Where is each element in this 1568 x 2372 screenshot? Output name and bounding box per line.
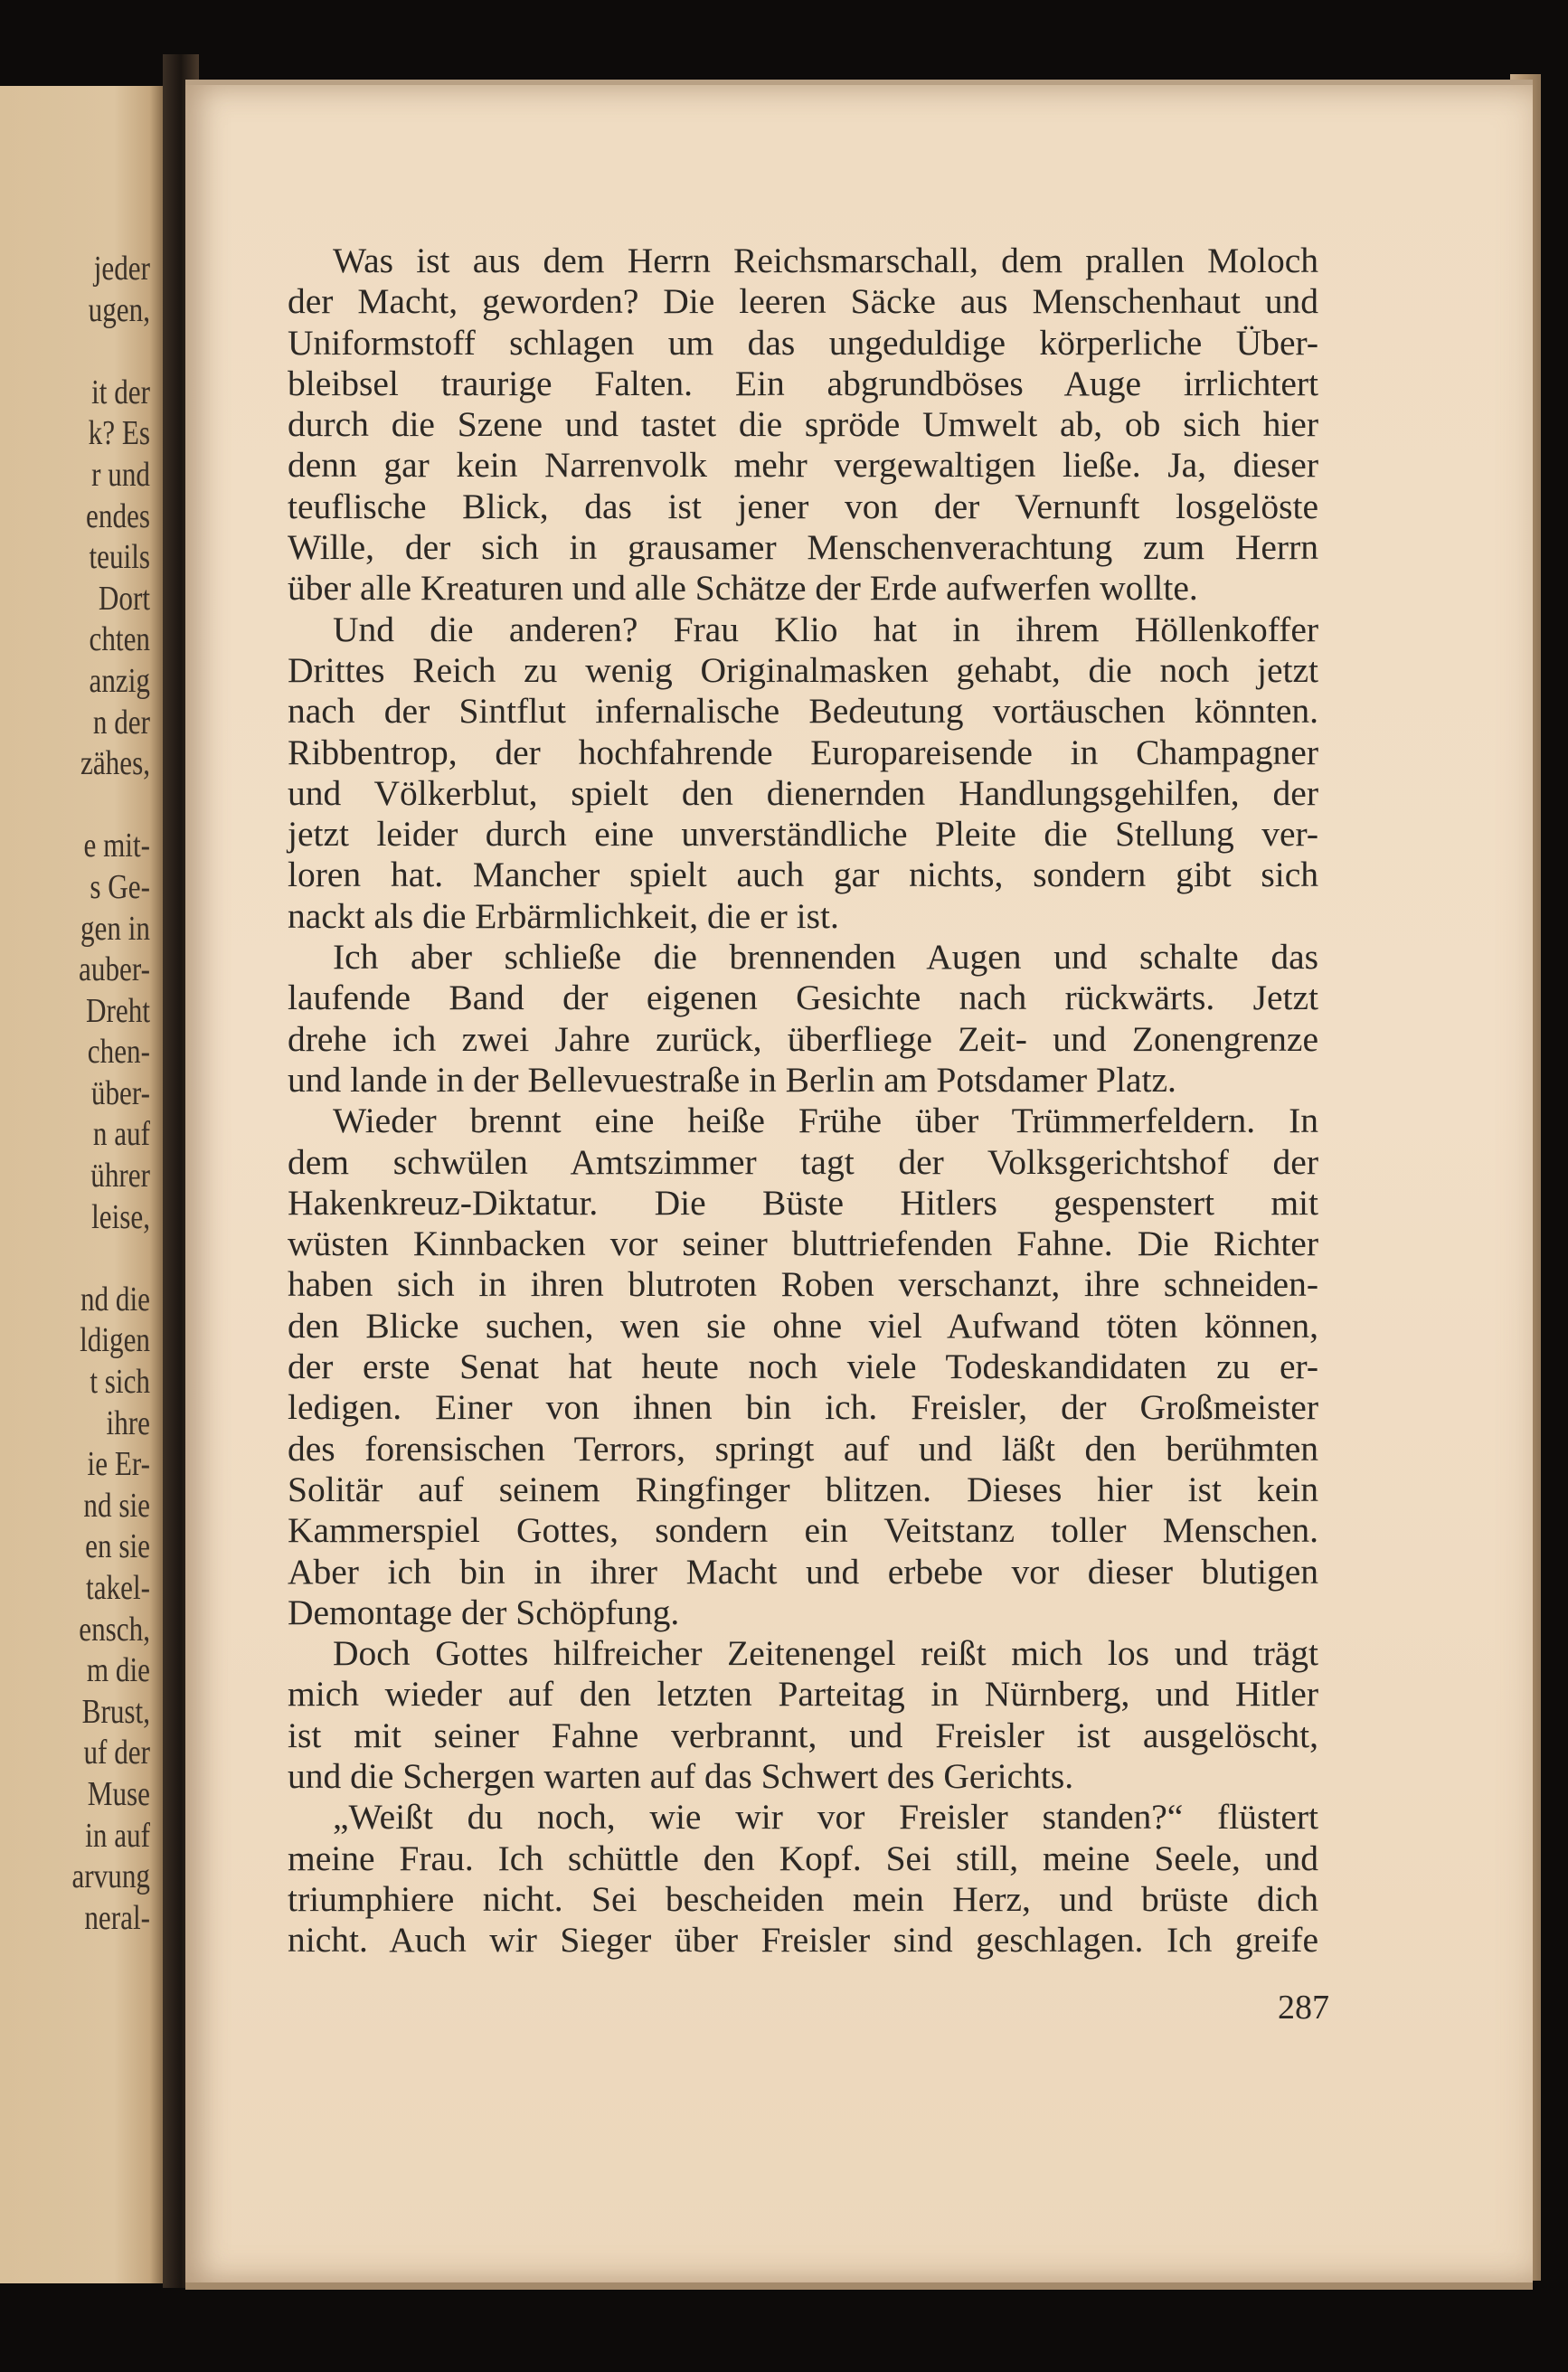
text-line: Aber ich bin in ihrer Macht und erbebe vor dieser blutigen bbox=[288, 1551, 1318, 1592]
text-line: loren hat. Mancher spielt auch gar nichts, sondern gibt sich bbox=[288, 855, 1318, 895]
text-line: des forensischen Terrors, springt auf und läßt den berühmten bbox=[288, 1428, 1318, 1469]
text-line: „Weißt du noch, wie wir vor Freisler standen?“ flüstert bbox=[333, 1797, 1318, 1838]
previous-page-line: Dreht bbox=[86, 991, 150, 1030]
previous-page-line: Dort bbox=[98, 579, 150, 618]
previous-page-line: ensch, bbox=[79, 1610, 150, 1649]
text-line: triumphiere nicht. Sei bescheiden mein Herz, und brüste dich bbox=[288, 1878, 1318, 1919]
previous-page-line: über- bbox=[90, 1073, 150, 1112]
previous-page-line: t sich bbox=[90, 1363, 150, 1402]
previous-page-line: neral- bbox=[84, 1898, 150, 1937]
previous-page-line: anzig bbox=[89, 661, 150, 700]
previous-page-line: ie Er- bbox=[87, 1445, 150, 1484]
previous-page-line: chen- bbox=[87, 1033, 150, 1072]
previous-page-line: it der bbox=[91, 373, 150, 411]
text-line: nackt als die Erbärmlichkeit, die er ist. bbox=[288, 895, 839, 936]
text-line: Ribbentrop, der hochfahrende Europareisende in Champagner bbox=[288, 732, 1318, 772]
text-line: nach der Sintflut infernalische Bedeutung vortäuschen könnten. bbox=[288, 691, 1318, 732]
text-line: wüsten Kinnbacken vor seiner bluttriefenden Fahne. Die Richter bbox=[288, 1224, 1318, 1264]
previous-page-line: takel- bbox=[86, 1569, 150, 1607]
previous-page-line: chten bbox=[89, 620, 150, 659]
text-line: über alle Kreaturen und alle Schätze der Erde aufwerfen wollte. bbox=[288, 568, 1198, 609]
text-line: Uniformstoff schlagen um das ungeduldige körperliche Über- bbox=[288, 322, 1318, 363]
text-line: den Blicke suchen, wen sie ohne viel Aufwand töten können, bbox=[288, 1305, 1318, 1346]
previous-page-line: endes bbox=[86, 496, 150, 535]
text-line: drehe ich zwei Jahre zurück, überfliege Zeit- und Zonengrenze bbox=[288, 1018, 1318, 1059]
text-line: teuflische Blick, das ist jener von der Vernunft losgelöste bbox=[288, 486, 1318, 526]
text-line: nicht. Auch wir Sieger über Freisler sind geschlagen. Ich greife bbox=[288, 1920, 1318, 1961]
previous-page-line: auber- bbox=[79, 950, 150, 989]
text-line: Hakenkreuz-Diktatur. Die Büste Hitlers gespenstert mit bbox=[288, 1182, 1318, 1223]
previous-page-line: nd die bbox=[80, 1280, 150, 1318]
text-line: jetzt leider durch eine unverständliche Pleite die Stellung ver- bbox=[288, 814, 1318, 855]
text-line: der erste Senat hat heute noch viele Todeskandidaten zu er- bbox=[288, 1347, 1318, 1387]
text-line: Was ist aus dem Herrn Reichsmarschall, dem prallen Moloch bbox=[333, 241, 1318, 280]
text-line: Demontage der Schöpfung. bbox=[288, 1592, 680, 1632]
text-line: der Macht, geworden? Die leeren Säcke aus Menschenhaut und bbox=[288, 281, 1318, 322]
previous-page-line: zähes, bbox=[80, 744, 150, 783]
previous-page-line: e mit- bbox=[83, 827, 150, 865]
previous-page-line: jeder bbox=[93, 250, 150, 288]
previous-page-line: en sie bbox=[85, 1527, 150, 1566]
text-line: dem schwülen Amtszimmer tagt der Volksgerichtshof der bbox=[288, 1141, 1318, 1182]
previous-page-line: in auf bbox=[85, 1816, 150, 1855]
previous-page-line: teuils bbox=[89, 538, 150, 577]
text-line: denn gar kein Narrenvolk mehr vergewaltigen ließe. Ja, dieser bbox=[288, 445, 1318, 486]
previous-page-line: gen in bbox=[80, 909, 150, 948]
previous-page-line: arvung bbox=[71, 1857, 150, 1896]
previous-page-line bbox=[32, 331, 150, 373]
previous-page-line: ührer bbox=[90, 1157, 150, 1195]
text-line: bleibsel traurige Falten. Ein abgrundböses Auge irrlichtert bbox=[288, 363, 1318, 403]
text-line: Wieder brennt eine heiße Frühe über Trümmerfeldern. In bbox=[333, 1101, 1318, 1141]
text-line: Und die anderen? Frau Klio hat in ihrem Höllenkoffer bbox=[333, 609, 1318, 649]
previous-page-line: n der bbox=[92, 703, 150, 742]
previous-page-line bbox=[32, 785, 150, 827]
previous-page-line: ugen, bbox=[88, 290, 150, 329]
text-line: Drittes Reich zu wenig Originalmasken gehabt, die noch jetzt bbox=[288, 649, 1318, 690]
previous-page-line: r und bbox=[91, 455, 150, 494]
text-line: Wille, der sich in grausamer Menschenverachtung zum Herrn bbox=[288, 527, 1318, 568]
previous-page-line: uf der bbox=[83, 1734, 150, 1772]
previous-page-line bbox=[32, 1238, 150, 1280]
text-line: ledigen. Einer von ihnen bin ich. Freisler, der Großmeister bbox=[288, 1387, 1318, 1428]
text-line: laufende Band der eigenen Gesichte nach rückwärts. Jetzt bbox=[288, 978, 1318, 1018]
text-line: meine Frau. Ich schüttle den Kopf. Sei still, meine Seele, und bbox=[288, 1838, 1318, 1878]
previous-page-line: nd sie bbox=[83, 1486, 150, 1525]
previous-page-line: s Ge- bbox=[90, 867, 150, 906]
text-line: und Völkerblut, spielt den dienernden Handlungsgehilfen, der bbox=[288, 772, 1318, 813]
text-line: Kammerspiel Gottes, sondern ein Veitstanz toller Menschen. bbox=[288, 1510, 1318, 1551]
text-line: mich wieder auf den letzten Parteitag in Nürnberg, und Hitler bbox=[288, 1674, 1318, 1715]
text-line: Doch Gottes hilfreicher Zeitenengel reißt mich los und trägt bbox=[333, 1633, 1318, 1674]
page-body-text bbox=[288, 241, 1318, 1961]
previous-page-line: ihre bbox=[106, 1403, 150, 1442]
previous-page bbox=[0, 86, 163, 2283]
previous-page-line: Brust, bbox=[81, 1692, 150, 1731]
previous-page-line: m die bbox=[86, 1651, 150, 1690]
previous-page-line: Muse bbox=[87, 1774, 150, 1813]
page-number: 287 bbox=[1278, 1989, 1329, 2027]
text-line: und lande in der Bellevuestraße in Berlin am Potsdamer Platz. bbox=[288, 1059, 1176, 1100]
text-line: Solitär auf seinem Ringfinger blitzen. Dieses hier ist kein bbox=[288, 1469, 1318, 1509]
text-line: durch die Szene und tastet die spröde Umwelt ab, ob sich hier bbox=[288, 404, 1318, 445]
previous-page-line: k? Es bbox=[88, 414, 150, 453]
text-line: ist mit seiner Fahne verbrannt, und Freisler ist ausgelöscht, bbox=[288, 1715, 1318, 1755]
text-line: Ich aber schließe die brennenden Augen und schalte das bbox=[333, 937, 1318, 978]
previous-page-line: n auf bbox=[92, 1115, 150, 1154]
previous-page-line: leise, bbox=[91, 1197, 150, 1236]
text-line: und die Schergen warten auf das Schwert des Gerichts. bbox=[288, 1755, 1074, 1796]
text-line: haben sich in ihren blutroten Roben verschanzt, ihre schneiden- bbox=[288, 1264, 1318, 1305]
previous-page-text-fragments bbox=[32, 249, 150, 1939]
previous-page-line: ldigen bbox=[80, 1321, 150, 1360]
